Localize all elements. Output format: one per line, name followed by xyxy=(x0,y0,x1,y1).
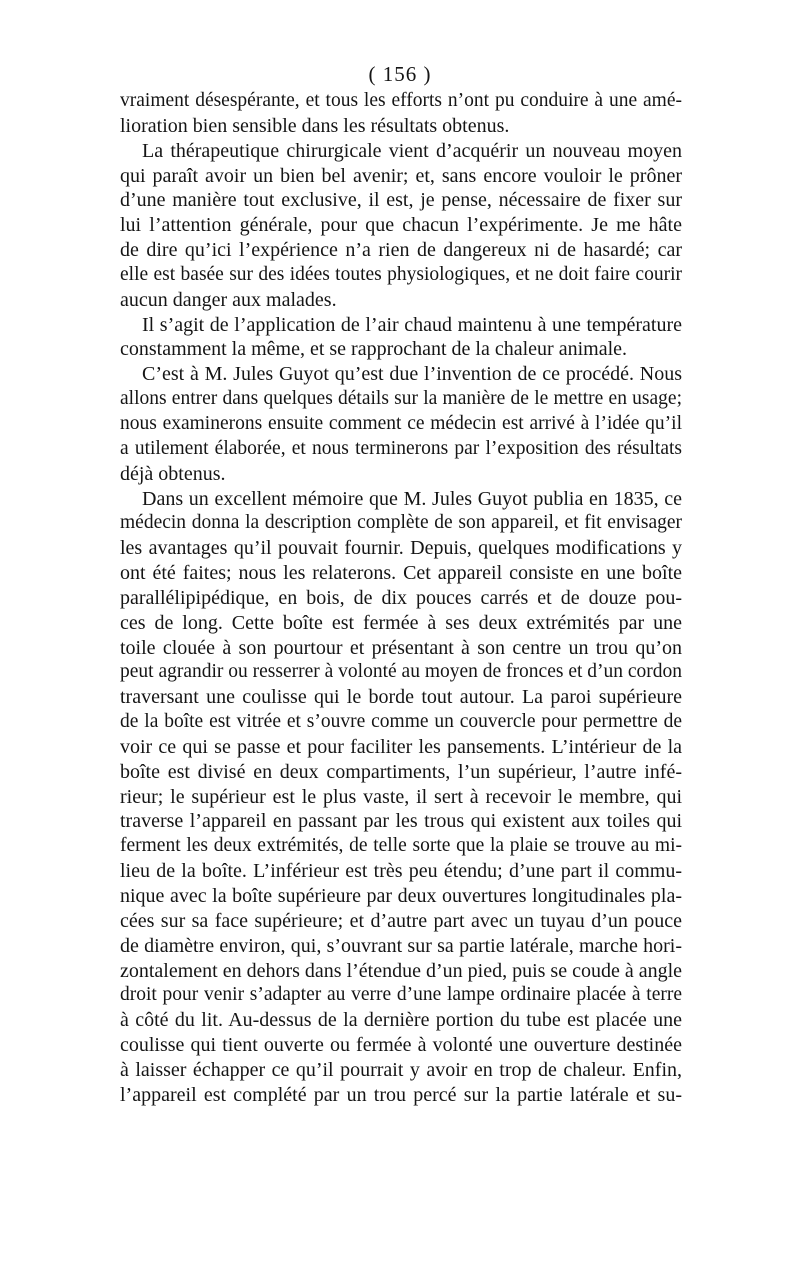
text-line: de dire qu’ici l’expérience n’a rien de dangereux ni de hasardé; car xyxy=(120,239,682,262)
text-line: nique avec la boîte supérieure par deux ouvertures longitudinales pla- xyxy=(120,885,682,907)
text-line: Il s’agit de l’application de l’air chaud maintenu à une température xyxy=(142,313,682,336)
text-line: traversant une coulisse qui le borde tout autour. La paroi supérieure xyxy=(120,686,682,709)
text-line: traverse l’appareil en passant par les trous qui existent aux toiles qui xyxy=(120,810,682,833)
text-line: lui l’attention générale, pour que chacun l’expérimente. Je me hâte xyxy=(120,214,682,237)
text-line: C’est à M. Jules Guyot qu’est due l’invention de ce procédé. Nous xyxy=(142,363,682,386)
text-line: zontalement en dehors dans l’étendue d’un pied, puis se coude à angle xyxy=(120,959,683,982)
text-line: médecin donna la description complète de son appareil, et fit envisager xyxy=(120,512,682,534)
page-number: ( 156 ) xyxy=(368,62,432,86)
text-line: parallélipipédique, en bois, de dix pouces carrés et de douze pou- xyxy=(120,586,682,609)
text-line: de la boîte est vitrée et s’ouvre comme un couvercle pour permettre de xyxy=(120,711,682,733)
text-line: boîte est divisé en deux compartiments, l’un supérieur, l’autre infé- xyxy=(120,760,682,783)
text-line: coulisse qui tient ouverte ou fermée à volonté une ouverture destinée xyxy=(120,1034,682,1057)
text-line: ces de long. Cette boîte est fermée à ses deux extrémités par une xyxy=(120,611,682,634)
text-line: La thérapeutique chirurgicale vient d’acquérir un nouveau moyen xyxy=(142,139,682,162)
text-line: toile clouée à son pourtour et présentant à son centre un trou qu’on xyxy=(120,636,682,659)
text-line: déjà obtenus. xyxy=(120,462,226,485)
text-line: les avantages qu’il pouvait fournir. Depuis, quelques modifications y xyxy=(120,537,682,560)
text-line: ont été faites; nous les relaterons. Cet appareil consiste en une boîte xyxy=(120,562,682,585)
text-line: de diamètre environ, qui, s’ouvrant sur sa partie latérale, marche hori- xyxy=(120,934,682,957)
text-line: peut agrandir ou resserrer à volonté au moyen de fronces et d’un cordon xyxy=(120,661,683,683)
text-line: constamment la même, et se rapprochant de la chaleur animale. xyxy=(120,338,628,361)
body-text xyxy=(120,89,682,1108)
text-line: droit pour venir s’adapter au verre d’une lampe ordinaire placée à terre xyxy=(120,984,682,1006)
text-line: Dans un excellent mémoire que M. Jules Guyot publia en 1835, ce xyxy=(142,487,682,510)
text-line: elle est basée sur des idées toutes physiologiques, et ne doit faire courir xyxy=(120,263,682,285)
text-line: cées sur sa face supérieure; et d’autre part avec un tuyau d’un pouce xyxy=(120,909,682,932)
text-line: à côté du lit. Au-dessus de la dernière portion du tube est placée une xyxy=(120,1009,682,1032)
text-line: aucun danger aux malades. xyxy=(120,288,337,311)
text-line: l’appareil est complété par un trou percé sur la partie latérale et su- xyxy=(120,1083,682,1106)
text-line: lioration bien sensible dans les résultats obtenus. xyxy=(120,114,510,137)
text-line: rieur; le supérieur est le plus vaste, il sert à recevoir le membre, qui xyxy=(120,785,682,808)
text-line: à laisser échapper ce qu’il pourrait y avoir en trop de chaleur. Enfin, xyxy=(120,1058,682,1081)
text-line: voir ce qui se passe et pour faciliter les pansements. L’intérieur de la xyxy=(120,735,682,758)
text-line: a utilement élaborée, et nous terminerons par l’exposition des résultats xyxy=(120,437,682,459)
text-line: nous examinerons ensuite comment ce médecin est arrivé à l’idée qu’il xyxy=(120,412,682,434)
text-line: d’une manière tout exclusive, il est, je pense, nécessaire de fixer sur xyxy=(120,189,682,212)
text-line: vraiment désespérante, et tous les efforts n’ont pu conduire à une amé- xyxy=(120,90,682,111)
text-line: allons entrer dans quelques détails sur la manière de le mettre en usage; xyxy=(120,388,682,410)
text-line: lieu de la boîte. L’inférieur est très peu étendu; d’une part il commu- xyxy=(120,860,682,883)
text-line: ferment les deux extrémités, de telle sorte que la plaie se trouve au mi- xyxy=(120,835,682,857)
text-line: qui paraît avoir un bien bel avenir; et, sans encore vouloir le prôner xyxy=(120,164,682,187)
